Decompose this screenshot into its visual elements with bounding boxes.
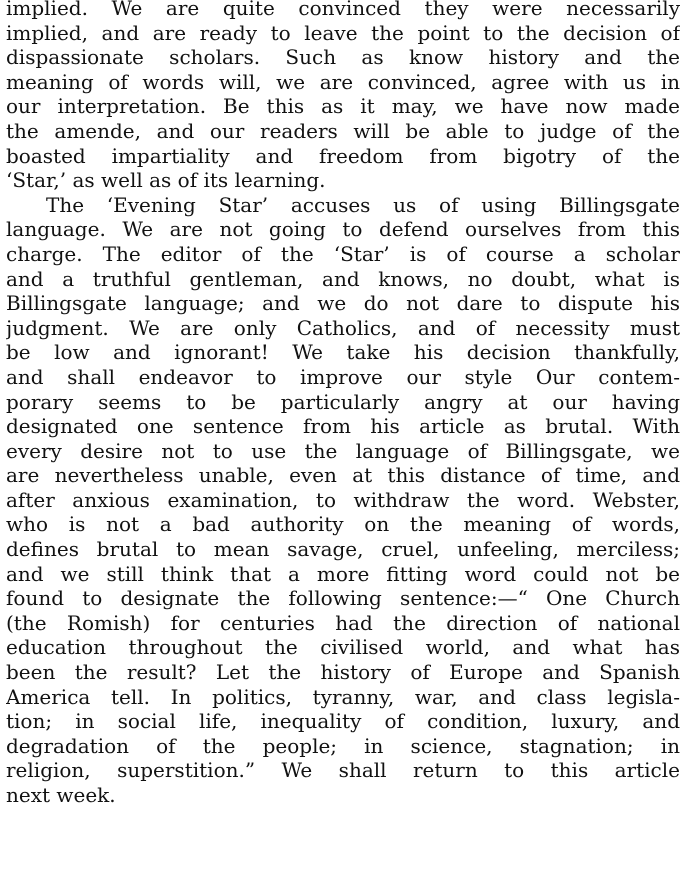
text-line: every desire not to use the language of Billingsgate, we (6, 438, 680, 463)
text-line: tion; in social life, inequality of condition, luxury, and (6, 709, 680, 734)
text-line: the amende, and our readers will be able to judge of the (6, 118, 680, 143)
text-line: degradation of the people; in science, stagnation; in (6, 733, 680, 758)
paragraph-1 (6, 0, 680, 193)
text-line: our interpretation. Be this as it may, we have now made (6, 94, 680, 119)
text-line: dispassionate scholars. Such as know history and the (6, 45, 680, 70)
text-line: defines brutal to mean savage, cruel, unfeeling, merciless; (6, 537, 680, 562)
text-line: designated one sentence from his article as brutal. With (6, 414, 680, 439)
text-line: (the Romish) for centuries had the direction of national (6, 610, 680, 635)
text-line: and a truthful gentleman, and knows, no doubt, what is (6, 266, 680, 291)
text-line: been the result? Let the history of Europe and Spanish (6, 660, 680, 685)
text-line: The ‘Evening Star’ accuses us of using Billingsgate (46, 192, 680, 217)
text-line: found to designate the following sentence:—“ One Church (6, 586, 680, 611)
text-line: and we still think that a more fitting word could not be (6, 561, 680, 586)
text-line: who is not a bad authority on the meaning of words, (6, 512, 680, 537)
text-line: judgment. We are only Catholics, and of necessity must (6, 315, 680, 340)
text-line: America tell. In politics, tyranny, war, and class legisla- (6, 684, 680, 709)
paragraph-2 (6, 193, 680, 808)
text-line: charge. The editor of the ‘Star’ is of course a scholar (6, 241, 680, 266)
text-line: next week. (6, 783, 116, 807)
text-line: boasted impartiality and freedom from bigotry of the (6, 143, 680, 168)
text-line: ‘Star,’ as well as of its learning. (6, 168, 326, 193)
text-line: are nevertheless unable, even at this distance of time, and (6, 463, 680, 488)
text-line: implied. We are quite convinced they were necessarily (6, 0, 680, 20)
text-line: porary seems to be particularly angry at our having (6, 389, 680, 414)
text-line: be low and ignorant! We take his decision thankfully, (6, 340, 680, 365)
text-line: language. We are not going to defend ourselves from this (6, 217, 680, 242)
text-line: meaning of words will, we are convinced, agree with us in (6, 69, 680, 94)
text-line: implied, and are ready to leave the point to the decision of (6, 20, 680, 45)
text-line: education throughout the civilised world, and what has (6, 635, 680, 660)
text-line: and shall endeavor to improve our style Our contem- (6, 364, 680, 389)
text-line: Billingsgate language; and we do not dare to dispute his (6, 291, 680, 316)
text-line: religion, superstition.” We shall return to this article (6, 758, 680, 783)
text-line: after anxious examination, to withdraw the word. Webster, (6, 487, 680, 512)
